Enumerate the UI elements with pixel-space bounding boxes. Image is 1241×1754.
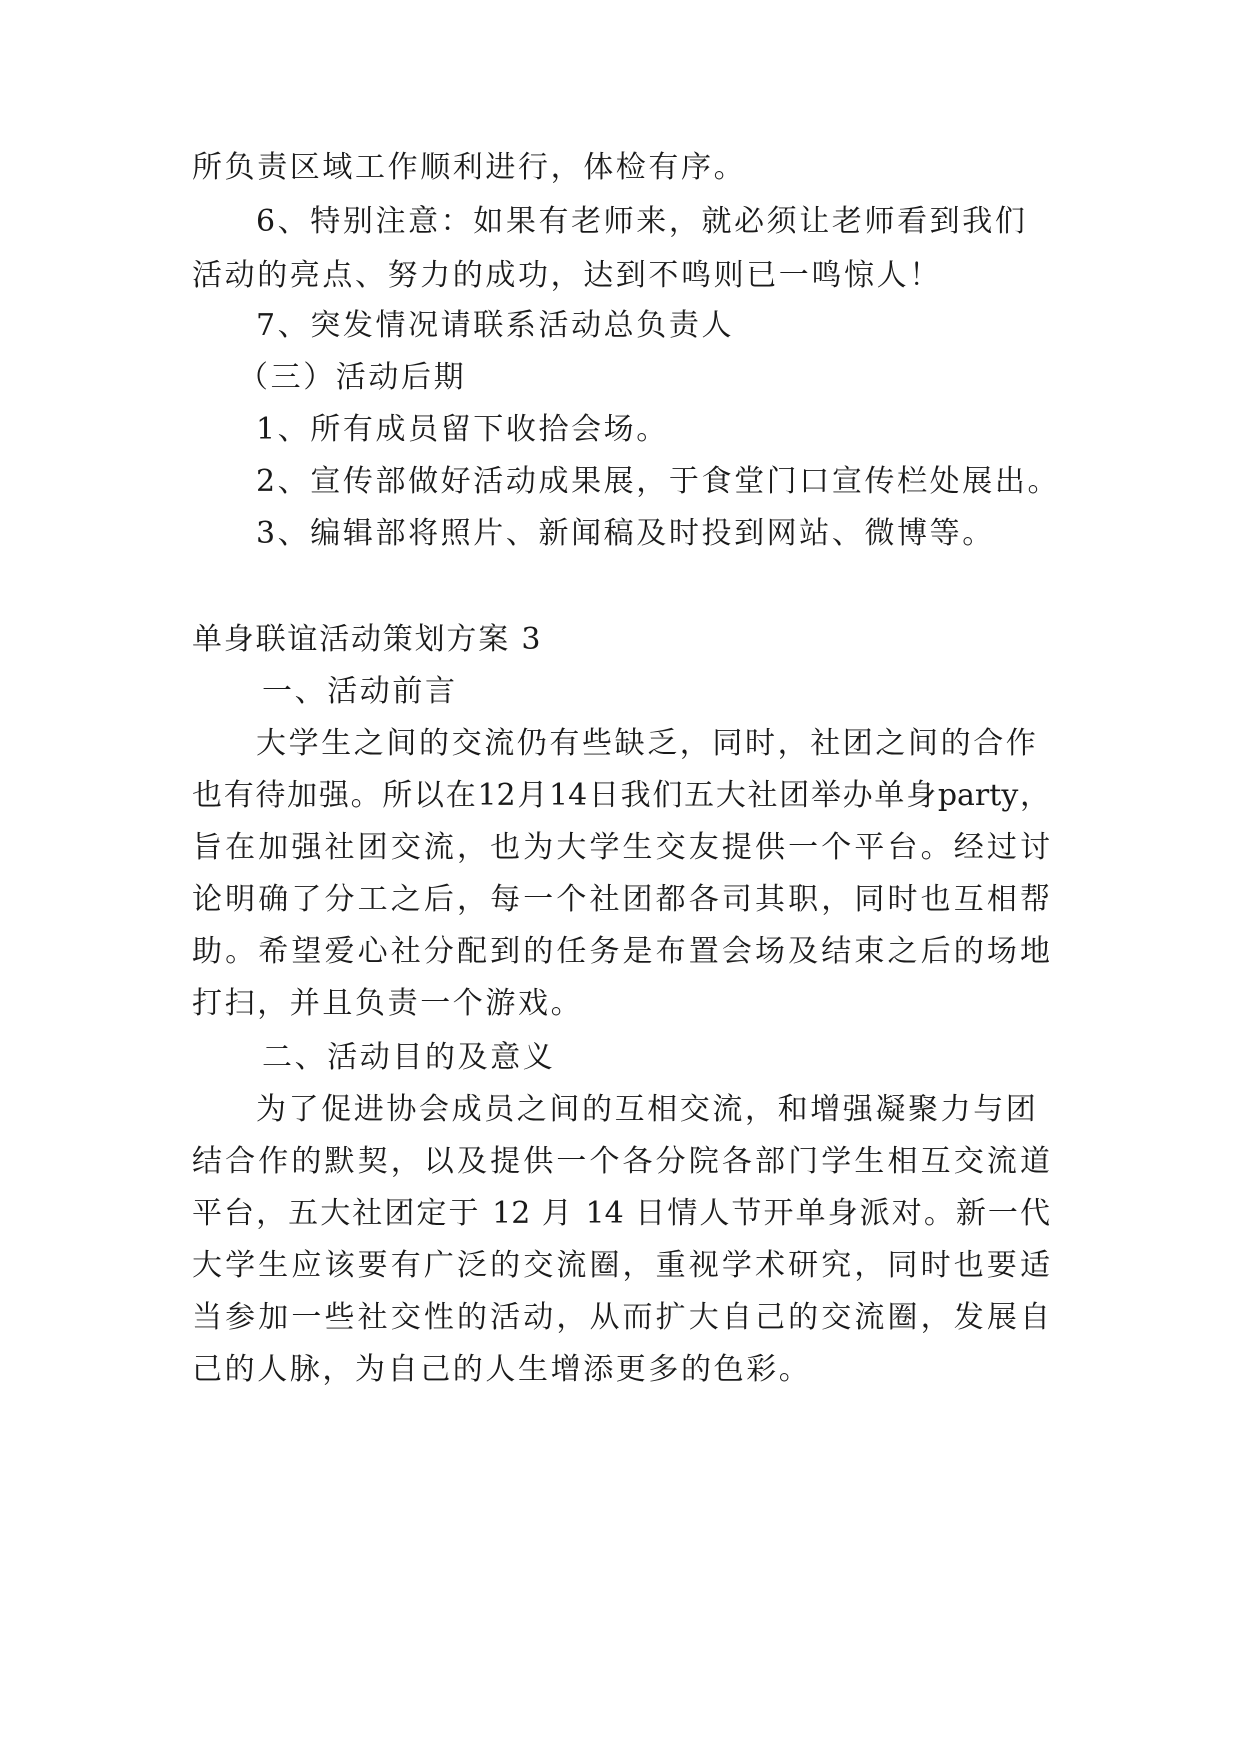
paragraph-line: 平台，五大社团定于 12 月 14 日情人节开单身派对。新一代 [192,1196,1050,1231]
section-heading-purpose: 二、活动目的及意义 [262,1040,556,1075]
list-item-1: 1、所有成员留下收拾会场。 [256,412,669,447]
paragraph-line: 当参加一些社交性的活动，从而扩大自己的交流圈，发展自 [192,1300,1050,1335]
section-heading-preface: 一、活动前言 [262,674,458,709]
paragraph-line: 助。希望爱心社分配到的任务是布置会场及结束之后的场地 [192,934,1050,969]
paragraph-line: 己的人脉，为自己的人生增添更多的色彩。 [192,1352,812,1387]
paragraph-line: 打扫，并且负责一个游戏。 [192,986,584,1021]
paragraph-line: 论明确了分工之后，每一个社团都各司其职，同时也互相帮 [192,882,1050,917]
list-item-2: 2、宣传部做好活动成果展，于食堂门口宣传栏处展出。 [256,464,1061,499]
paragraph-line: 也有待加强。所以在12月14日我们五大社团举办单身party， [192,778,1050,813]
list-item-3: 3、编辑部将照片、新闻稿及时投到网站、微博等。 [256,516,995,551]
paragraph-line: 大学生应该要有广泛的交流圈，重视学术研究，同时也要适 [192,1248,1050,1283]
paragraph-line: 活动的亮点、努力的成功，达到不鸣则已一鸣惊人！ [192,258,942,293]
section-heading-post-activity: （三）活动后期 [238,360,467,395]
list-item-7: 7、突发情况请联系活动总负责人 [256,308,735,343]
paragraph-line: 所负责区域工作顺利进行，体检有序。 [192,150,747,185]
list-item-6: 6、特别注意：如果有老师来，就必须让老师看到我们 [256,204,1028,239]
paragraph-line: 为了促进协会成员之间的互相交流，和增强凝聚力与团 [256,1092,1039,1127]
paragraph-line: 结合作的默契，以及提供一个各分院各部门学生相互交流道 [192,1144,1050,1179]
paragraph-line: 旨在加强社团交流，也为大学生交友提供一个平台。经过讨 [192,830,1050,865]
document-title: 单身联谊活动策划方案 3 [192,622,543,657]
paragraph-line: 大学生之间的交流仍有些缺乏，同时，社团之间的合作 [256,726,1039,761]
